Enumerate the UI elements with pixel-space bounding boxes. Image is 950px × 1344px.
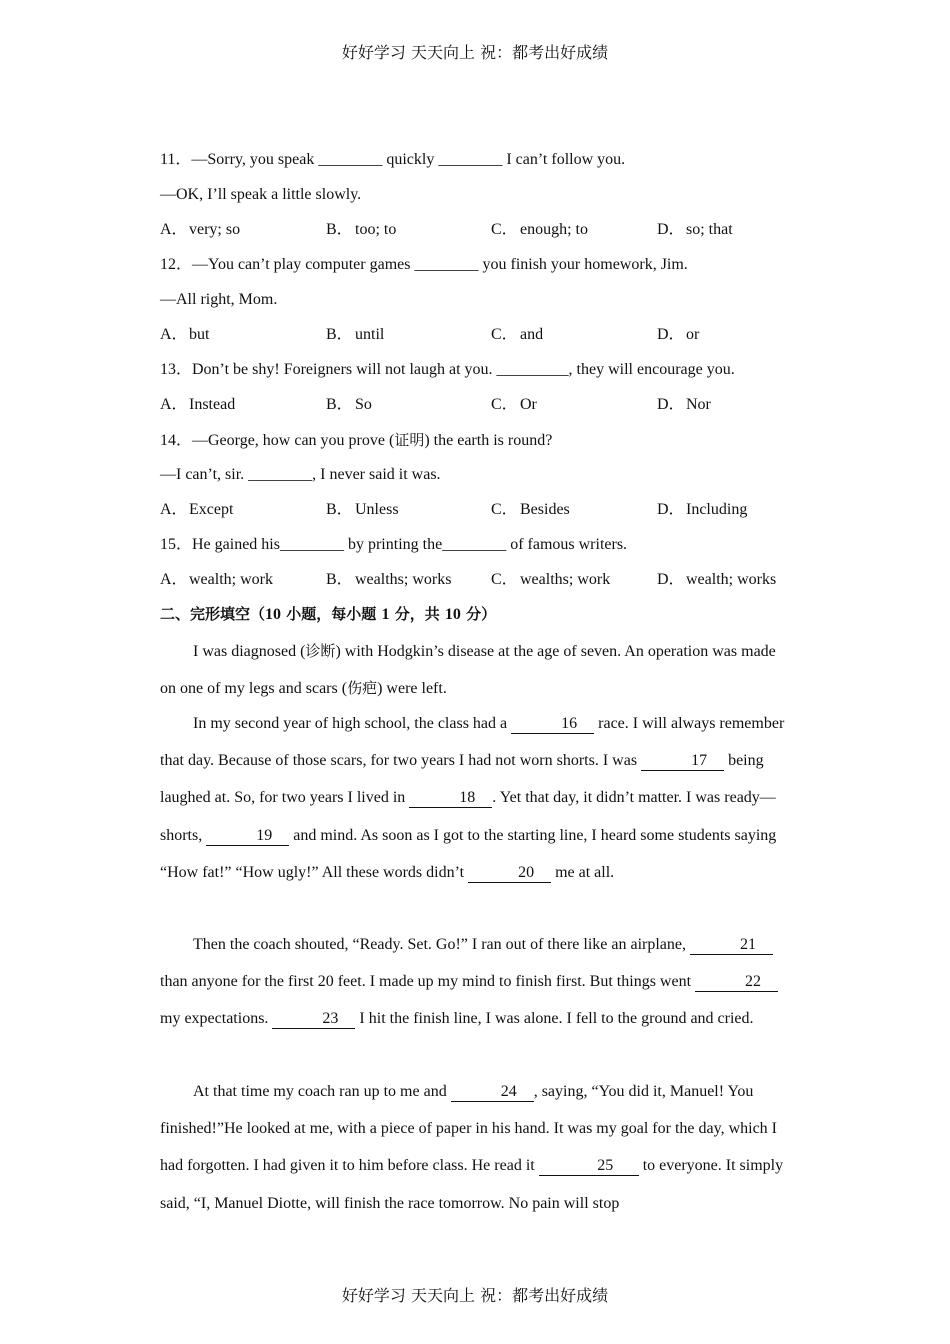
question-15-stem: 15．He gained his________ by printing the________ of famous writers. — [160, 536, 628, 553]
blank-18: 18 — [409, 789, 492, 808]
blank-24: 24 — [451, 1083, 534, 1102]
passage-paragraph-1: I was diagnosed (诊断) with Hodgkin’s disease at the age of seven. An operation was made on one of my legs and scars (伤疤) were left. — [160, 642, 776, 698]
option-c: C． wealths; work — [491, 571, 611, 588]
blank-19: 19 — [206, 827, 289, 846]
question-14-stem: 14．—George, how can you prove (证明) the earth is round? — [160, 431, 553, 449]
question-11-reply: —OK, I’ll speak a little slowly. — [160, 186, 362, 203]
option-c: C． Besides — [491, 501, 570, 518]
blank-23: 23 — [272, 1010, 355, 1029]
option-b: B． wealths; works — [326, 571, 452, 588]
option-a: A．very; so — [160, 221, 241, 238]
question-13-stem: 13．Don’t be shy! Foreigners will not laugh at you. _________, they will encourage you. — [160, 361, 735, 378]
option-c: C． Or — [491, 396, 537, 413]
passage-paragraph-4: At that time my coach ran up to me and 24 , saying, “You did it, Manuel! You finished!”He looked at me, with a piece of paper in his hand. It was my goal for the day, which I had forgotten. I had given it to him before class. He read it 25 to everyone. It simply said, “I, Manuel Diotte, will finish the race tomorrow. No pain will stop — [160, 1083, 784, 1212]
passage-paragraph-3: Then the coach shouted, “Ready. Set. Go!” I ran out of there like an airplane, 21 than anyone for the first 20 feet. I made up my mind to finish first. But things went 22 my expectations. 23 I hit the finish line, I was alone. I fell to the ground and cried. — [160, 926, 790, 1038]
blank-17: 17 — [641, 752, 724, 771]
question-12-stem: 12．—You can’t play computer games ________ you finish your homework, Jim. — [160, 256, 688, 273]
blank-20: 20 — [468, 864, 551, 883]
option-d: D．so; that — [657, 221, 733, 238]
option-d: D．or — [657, 326, 700, 343]
page-header: 好好学习 天天向上 祝：都考出好成绩 — [341, 43, 609, 62]
question-12-reply: —All right, Mom. — [160, 291, 278, 308]
question-11-stem: 11．—Sorry, you speak ________ quickly ________ I can’t follow you. — [160, 151, 626, 168]
blank-21: 21 — [690, 936, 773, 955]
question-14-reply: —I can’t, sir. ________, I never said it was. — [160, 466, 441, 483]
option-a: A．wealth; work — [160, 571, 273, 588]
option-d: D．Nor — [657, 396, 711, 413]
option-a: A．but — [160, 326, 210, 343]
option-b: B． Unless — [326, 501, 399, 518]
passage-paragraph-2: In my second year of high school, the class had a 16 race. I will always remember that day. Because of those scars, for two years I had not worn shorts. I was 17 being laughed at. So, for two years I lived in 18 . Yet that day, it didn’t matter. I was ready—shorts, 19 and mind. As soon as I got to the starting line, I heard some students saying “How fat!” “How ugly!” All these words didn’t 20 me at all. — [160, 715, 785, 881]
option-b: B． So — [326, 396, 372, 413]
option-d: D．wealth; works — [657, 571, 777, 588]
blank-22: 22 — [695, 973, 778, 992]
blank-25: 25 — [539, 1157, 639, 1176]
option-b: B． too; to — [326, 221, 397, 238]
option-c: C． and — [491, 326, 544, 343]
page-footer: 好好学习 天天向上 祝：都考出好成绩 — [341, 1286, 609, 1305]
option-c: C． enough; to — [491, 221, 588, 238]
section-title: 二、完形填空（10 小题，每小题 1 分，共 10 分） — [160, 605, 497, 623]
option-d: D．Including — [657, 501, 748, 518]
option-a: A．Except — [160, 501, 234, 518]
option-b: B． until — [326, 326, 385, 343]
option-a: A．Instead — [160, 396, 236, 413]
blank-16: 16 — [511, 715, 594, 734]
